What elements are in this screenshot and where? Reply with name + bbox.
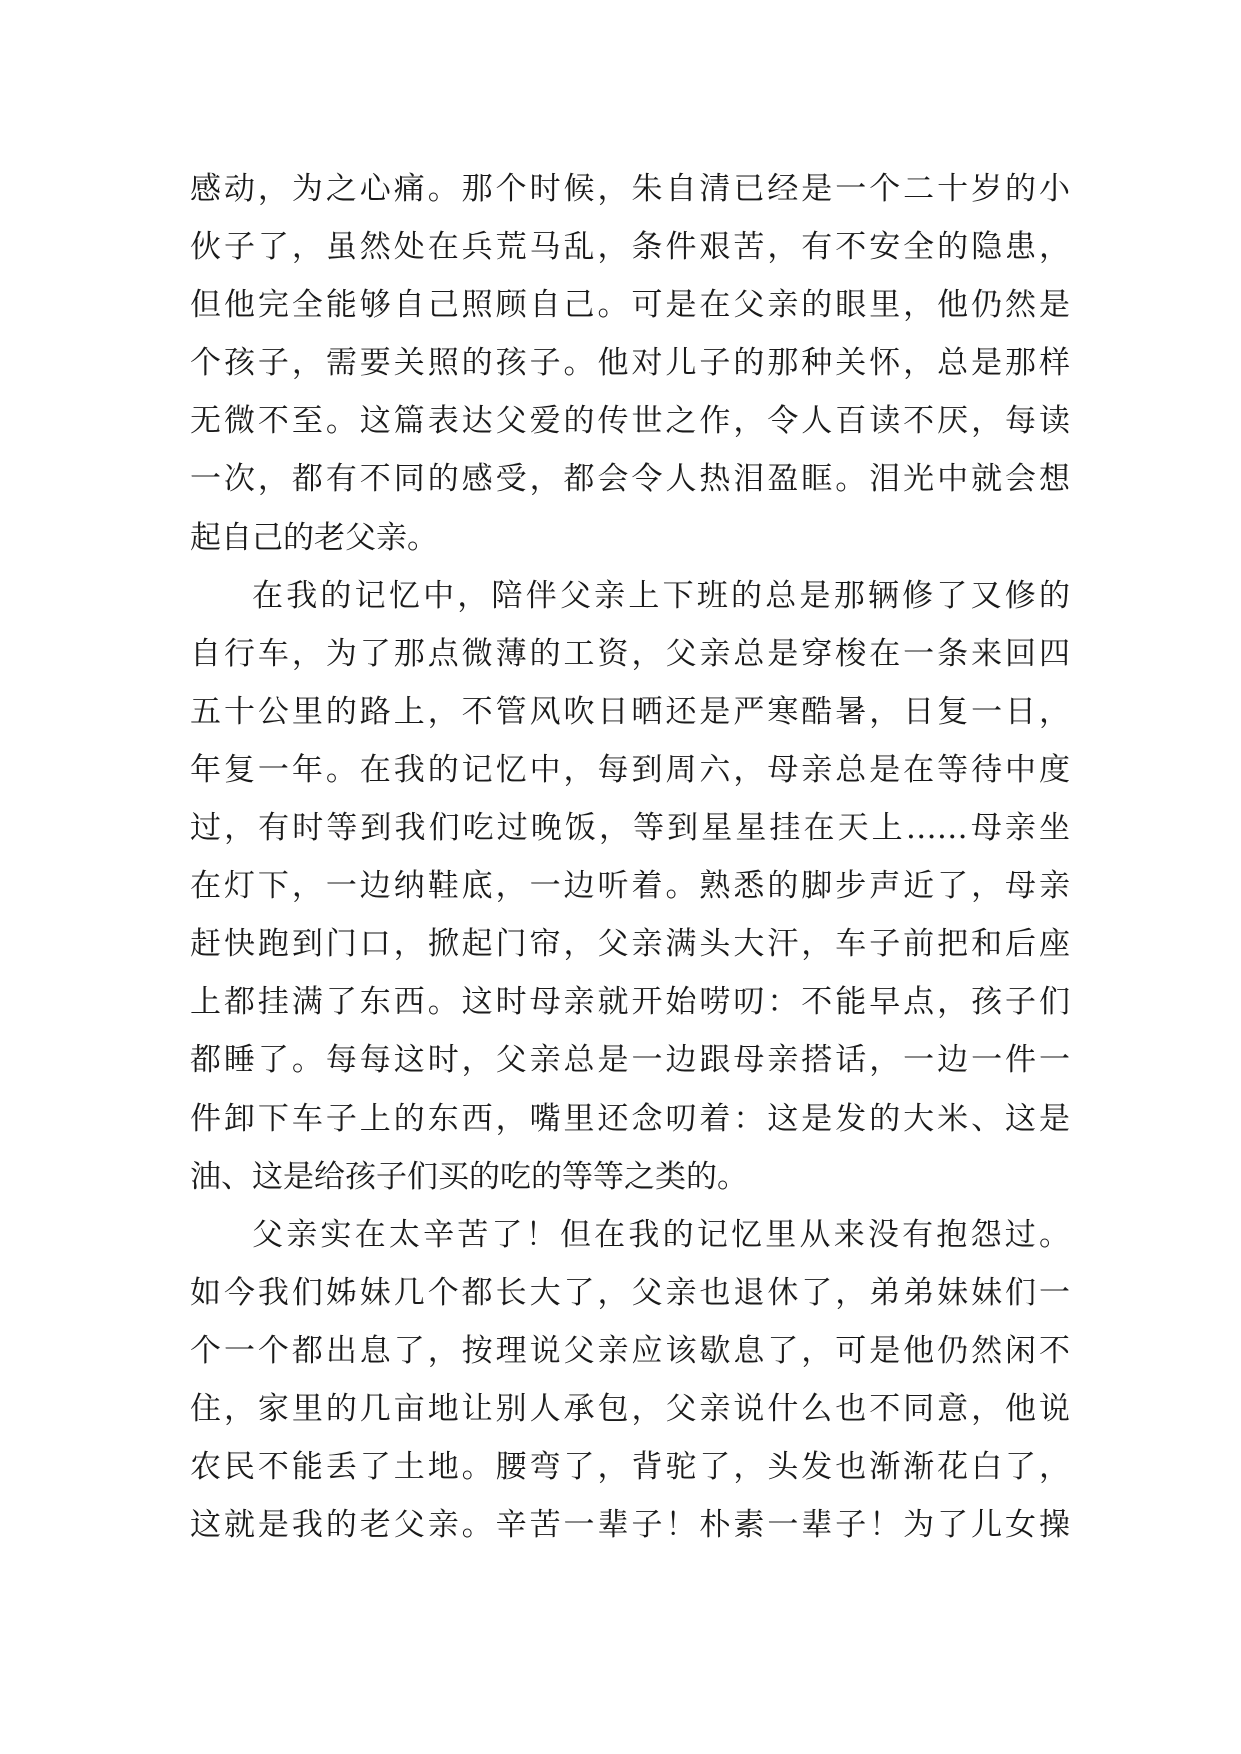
text-line: 件卸下车子上的东西，嘴里还念叨着：这是发的大米、这是: [190, 1100, 1070, 1137]
text-line: 五十公里的路上，不管风吹日晒还是严寒酷暑，日复一日，: [190, 693, 1070, 730]
text-line: 伙子了，虽然处在兵荒马乱，条件艰苦，有不安全的隐患，: [190, 229, 1070, 266]
body-text: [190, 160, 1070, 1554]
text-line: 如今我们姊妹几个都长大了，父亲也退休了，弟弟妹妹们一: [190, 1274, 1070, 1311]
text-line: 一次，都有不同的感受，都会令人热泪盈眶。泪光中就会想: [190, 461, 1070, 498]
text-line: 无微不至。这篇表达父爱的传世之作，令人百读不厌，每读: [190, 403, 1070, 440]
text-line: 赶快跑到门口，掀起门帘，父亲满头大汗，车子前把和后座: [190, 926, 1070, 963]
text-line: 个孩子，需要关照的孩子。他对儿子的那种关怀，总是那样: [190, 345, 1070, 382]
text-line: 在我的记忆中，陪伴父亲上下班的总是那辆修了又修的: [252, 577, 1070, 614]
text-line: 年复一年。在我的记忆中，每到周六，母亲总是在等待中度: [190, 751, 1070, 788]
text-line: 上都挂满了东西。这时母亲就开始唠叨：不能早点，孩子们: [190, 984, 1070, 1021]
text-line: 住，家里的几亩地让别人承包，父亲说什么也不同意，他说: [190, 1390, 1070, 1427]
text-line: 农民不能丢了土地。腰弯了，背驼了，头发也渐渐花白了，: [190, 1449, 1070, 1486]
text-line: 自行车，为了那点微薄的工资，父亲总是穿梭在一条来回四: [190, 635, 1070, 672]
text-line: 个一个都出息了，按理说父亲应该歇息了，可是他仍然闲不: [190, 1332, 1070, 1369]
text-line: 油、这是给孩子们买的吃的等等之类的。: [190, 1158, 748, 1195]
text-line: 但他完全能够自己照顾自己。可是在父亲的眼里，他仍然是: [190, 287, 1070, 324]
text-line: 感动，为之心痛。那个时候，朱自清已经是一个二十岁的小: [190, 171, 1070, 207]
text-line: 这就是我的老父亲。辛苦一辈子！朴素一辈子！为了儿女操: [190, 1507, 1070, 1544]
text-line: 过，有时等到我们吃过晚饭，等到星星挂在天上……母亲坐: [190, 810, 1070, 847]
text-line: 起自己的老父亲。: [190, 519, 438, 556]
text-line: 在灯下，一边纳鞋底，一边听着。熟悉的脚步声近了，母亲: [190, 868, 1070, 905]
text-line: 都睡了。每每这时，父亲总是一边跟母亲搭话，一边一件一: [190, 1042, 1070, 1079]
text-line: 父亲实在太辛苦了！但在我的记忆里从来没有抱怨过。: [252, 1216, 1070, 1253]
